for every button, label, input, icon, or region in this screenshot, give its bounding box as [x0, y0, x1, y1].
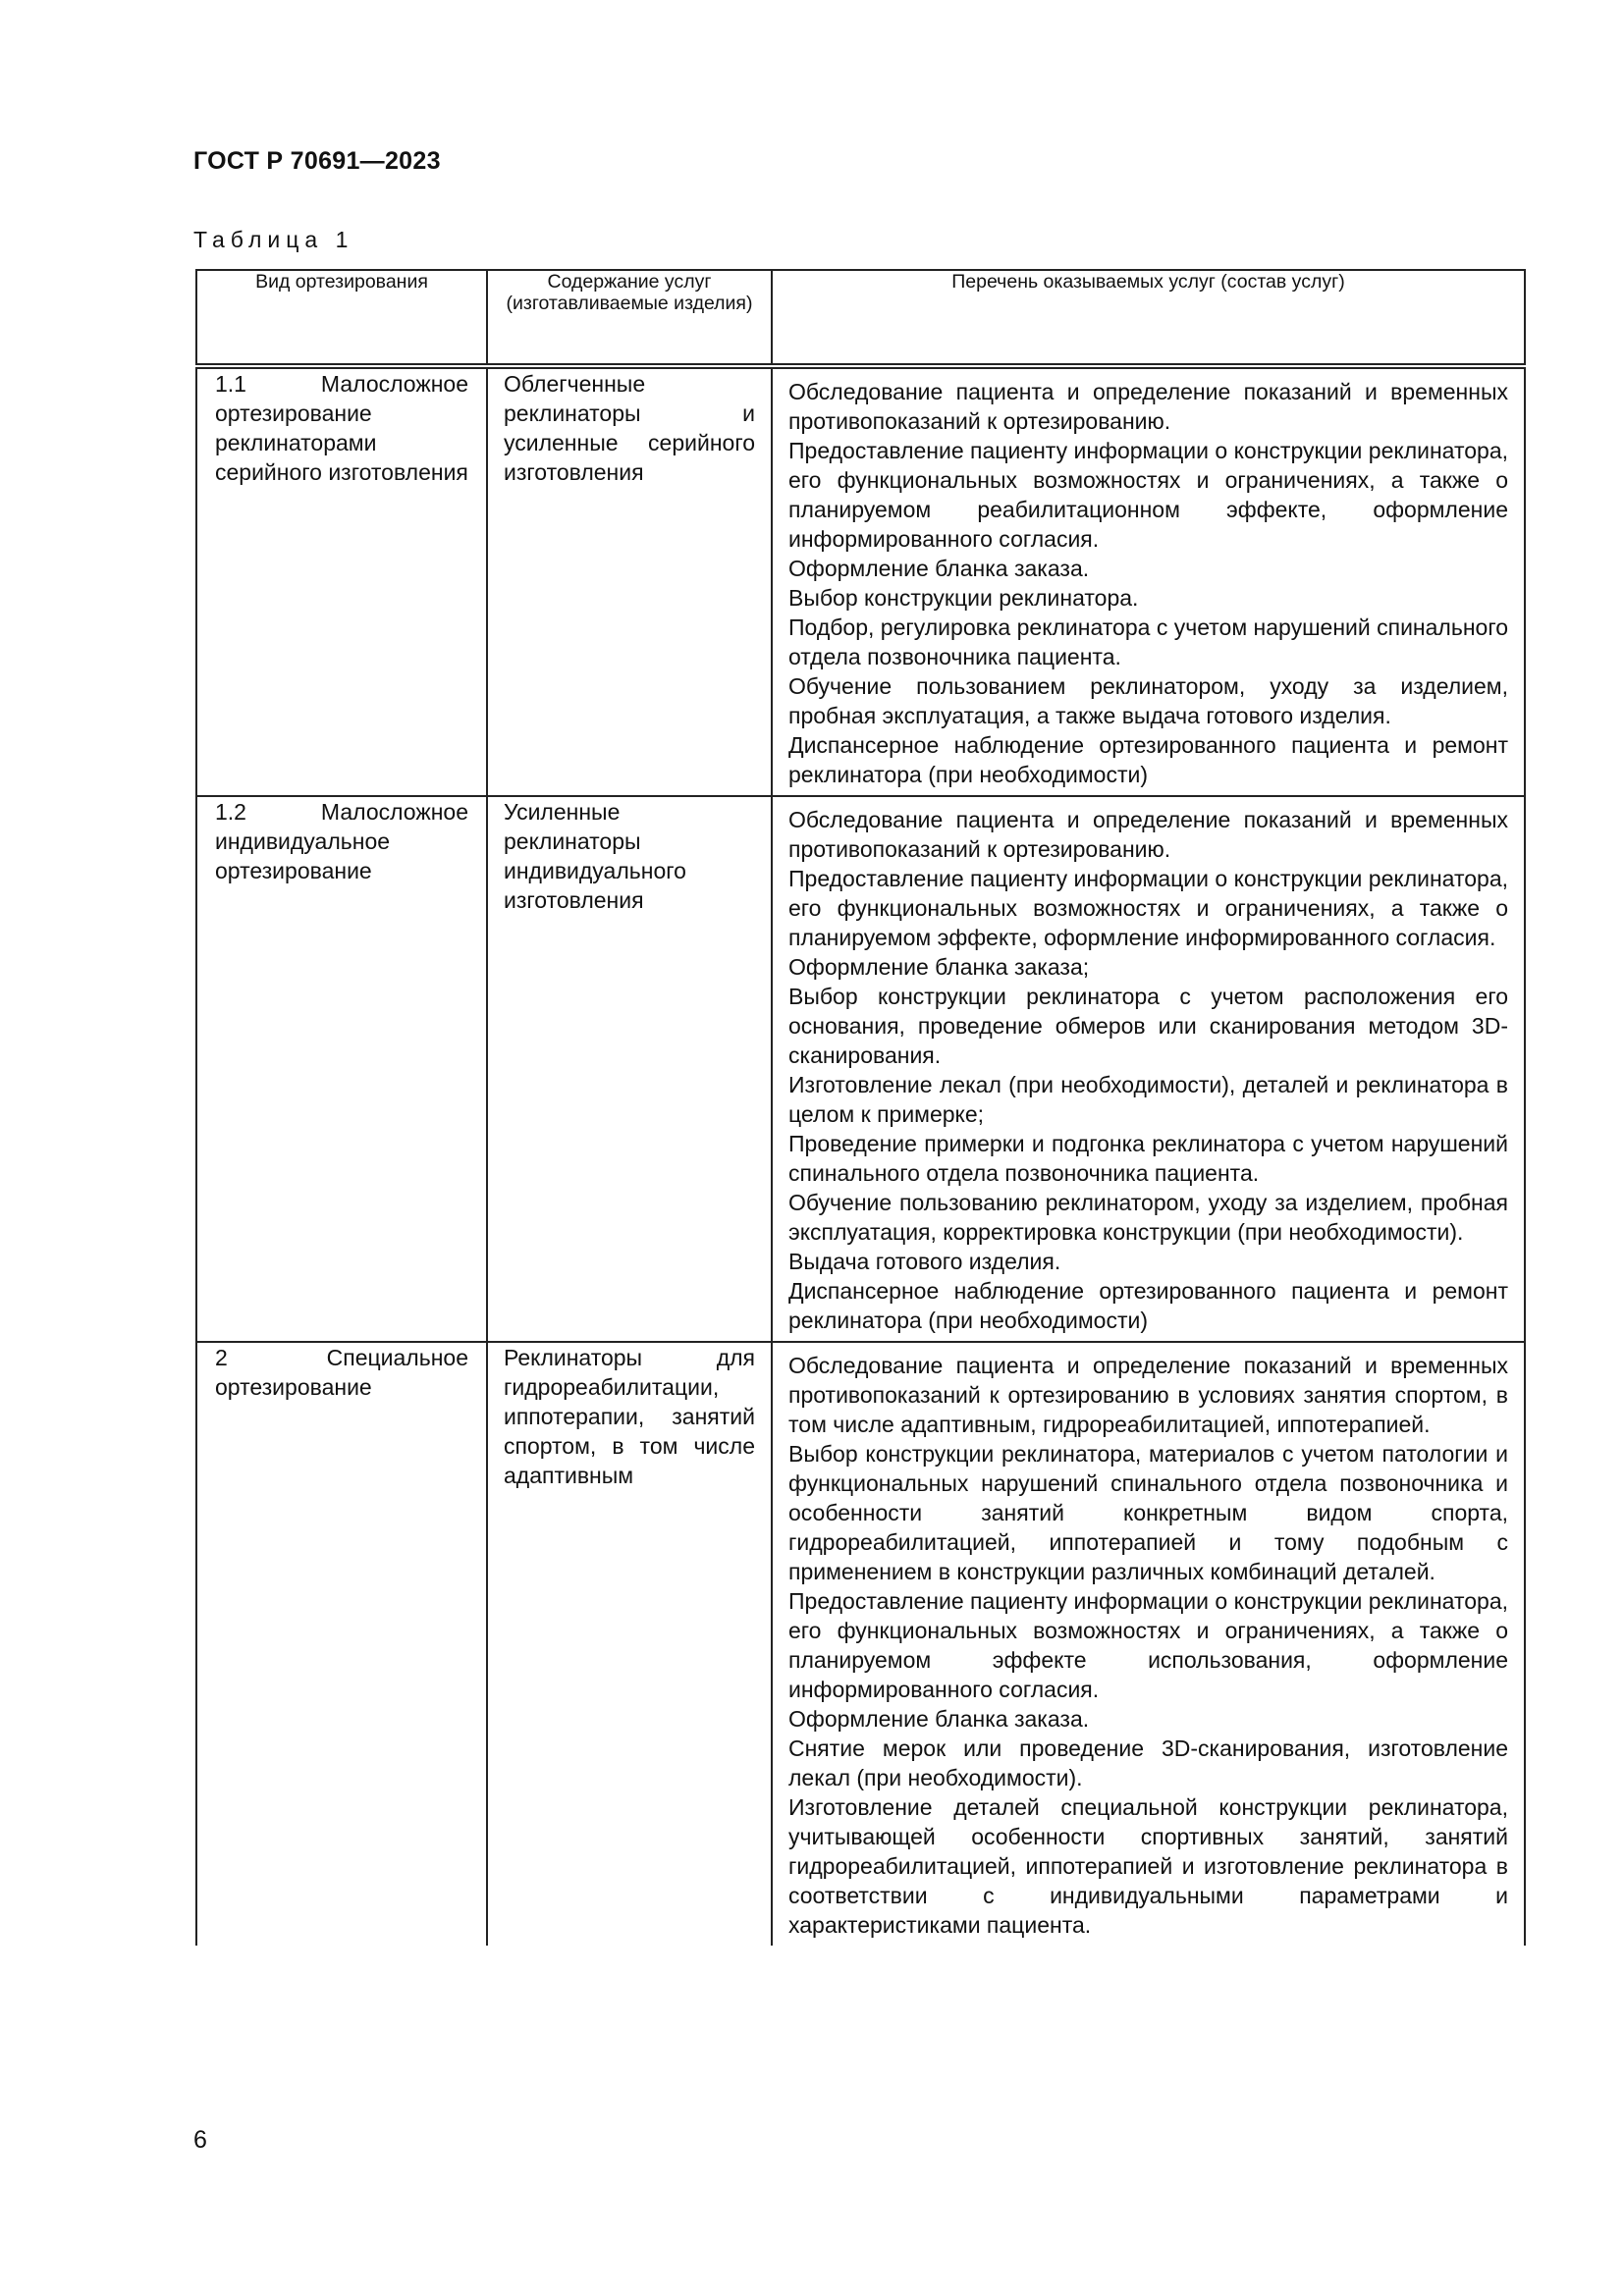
service-item: Снятие мерок или проведение 3D-сканирования, изготовление лекал (при необходимости).: [788, 1735, 1508, 1790]
services-table: [195, 269, 1526, 1946]
service-item: Проведение примерки и подгонка реклинатора с учетом нарушений спинального отдела позвоночника пациента.: [788, 1131, 1508, 1186]
services-cell: [772, 1342, 1525, 1946]
column-header-services: Перечень оказываемых услуг (состав услуг): [772, 270, 1525, 366]
service-item: Изготовление деталей специальной конструкции реклинатора, учитывающей особенности спортивных занятий, занятий гидрореабилитацией, иппотерапией и изготовление реклинатора в соответствии с индивидуальными параметрами и характеристиками пациента.: [788, 1794, 1508, 1938]
kind-cell: 1.2 Малосложное индивидуальное ортезирование: [196, 796, 487, 1342]
kind-cell: 1.1 Малосложное ортезирование реклинаторами серийного изготовления: [196, 366, 487, 796]
column-header-content: Содержание услуг (изготавливаемые изделия): [487, 270, 772, 366]
table-row: [196, 1342, 1525, 1946]
service-item: Оформление бланка заказа.: [788, 556, 1090, 581]
service-item: Выбор конструкции реклинатора, материалов с учетом патологии и функциональных нарушений спинального отдела позвоночника и особенности занятий конкретным видом спорта, гидрореабилитацией, иппотерапией и тому подобным с применением в конструкции различных комбинаций деталей.: [788, 1441, 1508, 1584]
service-item: Выбор конструкции реклинатора.: [788, 585, 1139, 611]
table-header-row: [196, 270, 1525, 366]
service-item: Диспансерное наблюдение ортезированного пациента и ремонт реклинатора (при необходимости): [788, 1278, 1508, 1333]
service-item: Оформление бланка заказа;: [788, 954, 1090, 980]
column-header-kind: Вид ортезирования: [196, 270, 487, 366]
document-code: ГОСТ Р 70691—2023: [193, 147, 441, 175]
kind-cell: 2 Специальное ортезирование: [196, 1342, 487, 1946]
content-cell: Облегченные реклинаторы и усиленные серийного изготовления: [487, 366, 772, 796]
service-item: Предоставление пациенту информации о конструкции реклинатора, его функциональных возможностях и ограничениях, а также о планируемом реабилитационном эффекте, оформление информированного согласия.: [788, 438, 1508, 552]
service-item: Обследование пациента и определение показаний и временных противопоказаний к ортезированию.: [788, 379, 1508, 434]
service-item: Обучение пользованием реклинатором, уходу за изделием, пробная эксплуатация, а также выдача готового изделия.: [788, 673, 1508, 728]
content-cell: Реклинаторы для гидрореабилитации, иппотерапии, занятий спортом, в том числе адаптивным: [487, 1342, 772, 1946]
service-item: Выбор конструкции реклинатора с учетом расположения его основания, проведение обмеров или сканирования методом 3D-сканирования.: [788, 984, 1508, 1068]
page-number: 6: [193, 2126, 207, 2154]
service-item: Подбор, регулировка реклинатора с учетом нарушений спинального отдела позвоночника пациента.: [788, 614, 1508, 669]
service-item: Оформление бланка заказа.: [788, 1706, 1090, 1732]
service-item: Предоставление пациенту информации о конструкции реклинатора, его функциональных возможностях и ограничениях, а также о планируемом эффекте использования, оформление информированного согласия.: [788, 1588, 1508, 1702]
services-cell: [772, 796, 1525, 1342]
content-cell: Усиленные реклинаторы индивидуального изготовления: [487, 796, 772, 1342]
service-item: Выдача готового изделия.: [788, 1249, 1061, 1274]
table-row: [196, 366, 1525, 796]
service-item: Диспансерное наблюдение ортезированного пациента и ремонт реклинатора (при необходимости): [788, 732, 1508, 787]
service-item: Предоставление пациенту информации о конструкции реклинатора, его функциональных возможностях и ограничениях, а также о планируемом эффекте, оформление информированного согласия.: [788, 866, 1508, 950]
service-item: Обучение пользованию реклинатором, уходу за изделием, пробная эксплуатация, корректировка конструкции (при необходимости).: [788, 1190, 1508, 1245]
service-item: Изготовление лекал (при необходимости), деталей и реклинатора в целом к примерке;: [788, 1072, 1508, 1127]
service-item: Обследование пациента и определение показаний и временных противопоказаний к ортезированию в условиях занятия спортом, в том числе адаптивным, гидрореабилитацией, иппотерапией.: [788, 1353, 1508, 1437]
services-cell: [772, 366, 1525, 796]
service-item: Обследование пациента и определение показаний и временных противопоказаний к ортезированию.: [788, 807, 1508, 862]
table-caption: Таблица 1: [193, 227, 354, 252]
table-row: [196, 796, 1525, 1342]
